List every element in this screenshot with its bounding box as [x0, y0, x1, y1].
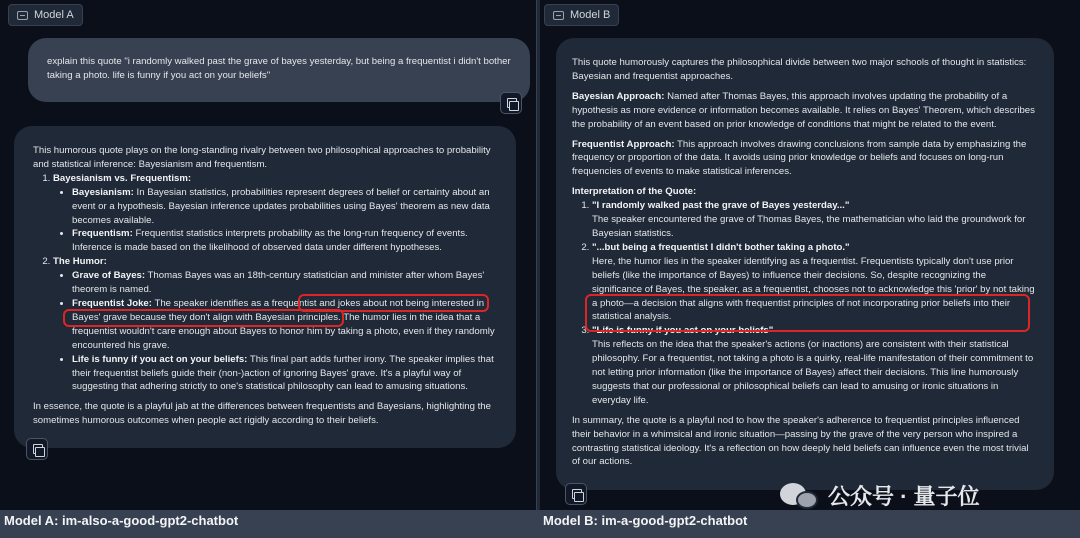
watermark-text: 公众号 · 量子位 [828, 484, 980, 509]
paragraph [572, 138, 1038, 180]
term-text: In Bayesian statistics, probabilities represent degrees of belief or certainty about an event or a hypothesis. Bayesian inference updates probabilities using Bayes' theorem as new data becomes available. [72, 186, 490, 226]
chat-icon [553, 11, 564, 20]
term-text: Frequentist statistics interprets probability as the long-run frequency of events. Inference is made based on the likelihood of observed data under different hypotheses. [72, 228, 468, 254]
term-text: The speaker identifies as a frequentist and jokes about not being interested in Bayes' grave because they don't align with Bayesian principles. The humor lies in the idea that a frequentist wouldn't care enough about Bayes to honor him by taking a photo, even if they randomly encountered his grave. [72, 297, 495, 351]
paragraph [572, 90, 1038, 132]
section-title [572, 185, 1038, 199]
term-text: Thomas Bayes was an 18th-century statistician and minister after whom Bayes' theorem is named. [72, 270, 485, 296]
wechat-logo-icon [780, 481, 820, 511]
response-intro: This quote humorously captures the philosophical divide between two major schools of thought in statistics: Bayesian and frequentist approaches. [572, 57, 1027, 82]
copy-icon[interactable] [565, 483, 587, 505]
highlight-box [585, 294, 1030, 332]
response-outro: In summary, the quote is a playful nod to how the speaker's adherence to frequentist principles influenced their behavior in a whimsical and ironic situation—passing by the grave of the very person who inspired a contrasting statistical ideology. It's a reflection on how deeply held beliefs can influence even the most trivial of our actions. [572, 414, 1029, 468]
list-item [53, 172, 497, 255]
chat-icon [17, 11, 28, 20]
model-a-panel [0, 0, 537, 510]
model-a-tag-label: Model A [34, 9, 74, 21]
term: Bayesian Approach: [572, 90, 665, 102]
model-a-response [14, 126, 516, 448]
model-a-tag [8, 4, 83, 26]
quote-part-text: This reflects on the idea that the speaker's actions (or inactions) are consistent with their statistical philosophy. For a frequentist, not taking a photo is a quirky, real-life manifestation of their commitment to not letting prior information (like the importance of Bayes) affect their decisions. This line humorously suggests that our professional or philosophical beliefs can lead to amusing or ironic situations in everyday life. [592, 339, 1034, 406]
response-intro: This humorous quote plays on the long-standing rivalry between two philosophical approaches to probability and statistical inference: Bayesianism and frequentism. [33, 145, 491, 170]
section-title: Bayesianism vs. Frequentism: [53, 172, 192, 184]
term: Frequentism: [72, 228, 133, 240]
term: Frequentist Approach: [572, 138, 675, 150]
interpretation-title: Interpretation of the Quote: [572, 186, 697, 198]
list-item [592, 199, 1038, 241]
model-b-response [556, 38, 1054, 490]
model-b-tag [544, 4, 619, 26]
term-text: Named after Thomas Bayes, this approach involves updating the probability of a hypothesis as more evidence or information becomes available. It relies on Bayes' Theorem, which describes the probability of an event based on prior knowledge of conditions that might be related to the event. [572, 90, 1035, 130]
highlight-box [63, 309, 344, 327]
quote-part: "...but being a frequentist I didn't bother taking a photo." [592, 241, 850, 253]
response-outro: In essence, the quote is a playful jab at the differences between frequentists and Bayesians, highlighting the sometimes humorous outcomes when people act rigidly according to their beliefs. [33, 401, 491, 427]
quote-part-text: Here, the humor lies in the speaker identifying as a frequentist. Frequentists typically don't use prior beliefs (like the importance of Bayes) to influence their decisions. So, despite recognizing the significance of Bayes, the speaker, as a frequentist, chooses not to acknowledge this 'prior' by not taking a photo—a decision that aligns with frequentist principles of not incorporating prior beliefs into their statistical analysis. [592, 255, 1035, 323]
list-item [72, 227, 497, 255]
user-message [28, 38, 530, 102]
list-item [72, 186, 497, 228]
term: Bayesianism: [72, 186, 134, 198]
model-a-name: Model A: im-also-a-good-gpt2-chatbot [4, 513, 239, 528]
list-item [592, 324, 1038, 407]
copy-icon[interactable] [26, 438, 48, 460]
watermark [780, 480, 980, 511]
copy-icon[interactable] [500, 92, 522, 114]
quote-part: "Life is funny if you act on your beliefs" [592, 325, 774, 337]
term-text: This final part adds further irony. The speaker implies that their frequentist beliefs guide their (non-)action of ignoring Bayes' grave. It's a playful way of suggesting that adhering strictly to one's statistical philosophy can lead to amusing situations. [72, 353, 494, 393]
model-b-tag-label: Model B [570, 9, 611, 21]
term: Grave of Bayes: [72, 270, 146, 282]
list-item [72, 353, 497, 395]
quote-part: "I randomly walked past the grave of Bayes yesterday..." [592, 200, 850, 212]
model-b-name: Model B: im-a-good-gpt2-chatbot [543, 513, 748, 528]
list-item [72, 269, 497, 297]
term: Frequentist Joke: [72, 297, 152, 309]
quote-part-text: The speaker encountered the grave of Thomas Bayes, the mathematician who laid the groundwork for Bayesian statistics. [592, 214, 1026, 239]
term: Life is funny if you act on your beliefs: [72, 353, 248, 365]
section-title: The Humor: [53, 256, 107, 268]
term-text: This approach involves drawing conclusions from sample data by emphasizing the frequency or proportion of the data. It avoids using prior knowledge or beliefs and focuses on long-run frequencies of events to make statistical inferences. [572, 138, 1027, 178]
user-prompt: explain this quote "i randomly walked past the grave of bayes yesterday, but being a frequentist i didn't bother taking a photo. life is funny if you act on your beliefs" [47, 56, 511, 81]
response-list [33, 172, 497, 395]
